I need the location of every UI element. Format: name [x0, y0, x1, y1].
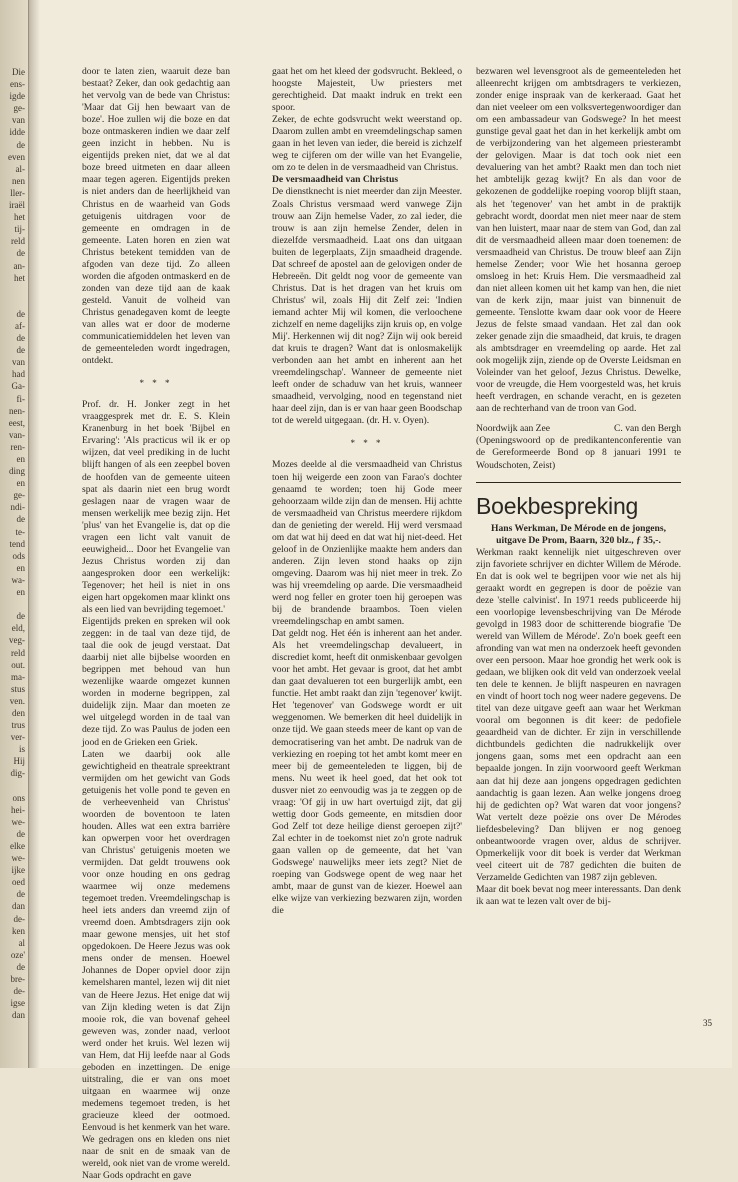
previous-page-fragment: elke [10, 841, 25, 851]
previous-page-fragment: nen [12, 175, 25, 186]
previous-page-fragment: de [16, 961, 25, 972]
previous-page-fragment: ven. [9, 695, 25, 706]
page-number: 35 [703, 1018, 712, 1028]
signoff-author: C. van den Bergh [614, 423, 681, 435]
previous-page-fragment: de [16, 514, 25, 525]
previous-page-fragment: al- [15, 163, 25, 174]
column-2-paragraph: Zeker, de echte godsvrucht wekt weerstand op. Daarom zullen ambt en vreemdelingschap samen gaan in het leven van ieder, die bereid is zichzelf weg te cijferen om der wille van het Evangelie, om zo te delen in de versmaadheid van Christus. [272, 114, 462, 174]
column-2-paragraph: gaat het om het kleed der godsvrucht. Bekleed, o hoogste Majesteit, Uw priesters met gerechtigheid. Dat maakt indruk en trekt een spoor. [272, 66, 462, 114]
column-2-paragraph: Mozes deelde al die versmaadheid van Christus toen hij weigerde een zoon van Farao's dochter genaamd te worden; toen hij Gode meer gehoorzaam wilde zijn dan de mensen. Hij achtte de versmaadheid van Christus meerdere rijkdom dan de genieting der wereld. Hij werd versmaad om dat wat hij deed en dat wat hij niet-deed. Het geloof in de Onzienlijke maakte hem anders dan anderen. Zijn leven stond haaks op zijn omgeving. Daarom was hij niet meer in trek. Zo was hij vreemdeling op aarde. Die versmaadheid werd nog feller en groter toen hij geroepen was bij de brandende braambos. Toen vielen vreemdelingschap en ambt samen. [272, 459, 462, 628]
previous-page-fragment: den [12, 707, 25, 718]
book-info: Hans Werkman, De Mérode en de jongens, uitgave De Prom, Baarn, 320 blz., ƒ 35,-. [491, 522, 666, 546]
previous-page-fragment: de- [13, 913, 25, 924]
previous-page-fragment: en [16, 454, 25, 464]
previous-page-fragment: de [16, 139, 25, 150]
review-paragraph: Werkman raakt kennelijk niet uitgeschreven over zijn favoriete schrijver en dichter Willem de Mérode. En dat is ook wel te begrijpen voor wie net als hij geraakt wordt en gegrepen is door de poëzie van deze 'stelle calvinist'. In 1971 reeds publiceerde hij een voorlopige levensbeschrijving van De Mérode gevolgd in 1983 door de schitterende biografie 'De wereld van Willem de Mérode'. Zo'n boek geeft een afronding van wat men na onderzoek heeft gevonden over een persoon. Maar hoe grondig het werk ook is gedaan, we blijken ook dit veld van onderzoek veelal ten dele te kennen. Je blijft naspeuren en navragen en vindt of hoort toch nog weer nadere gegevens. De titel van deze uitgave geeft aan waar het Werkman vooral om begonnen is dit keer: de pedofiele geaardheid van de dichter. Er zijn in verschillende dichtbundels gedichten die nadrukkelijk over jongens gaan, soms met een opdracht aan een bepaalde jongen. In zijn voorwoord geeft Werkman aan dat hij deze aan jongens opgedragen gedichten aandachtig is gaan lezen. Aan welke jongens droeg hij de gedichten op? Wat waren dat voor jongens? Wat vertelt deze poëzie ons over De Mérodes liefdesbeleving? Dan blijven er nog genoeg onbeantwoorde vragen over, aldus de schrijver. Opmerkelijk voor dit boek is verder dat Werkman veel citeert uit de 787 gedichten die buiten de Verzamelde Gedichten van 1987 zijn gebleven. [476, 546, 681, 883]
previous-page-fragment: an- [13, 260, 25, 271]
previous-page-fragment: nen- [9, 405, 25, 416]
previous-page-fragment: de- [13, 986, 25, 997]
section-divider-stars: * * * [350, 438, 384, 449]
previous-page-fragment: van [12, 357, 25, 368]
column-2-paragraph: De dienstknecht is niet meerder dan zijn Meester. Zoals Christus versmaad werd vanwege Zijn trouw aan Zijn hemelse Vader, zo zal ieder, die trouw is aan zijn hemelse Zender, delen in diezelfde versmaadheid. Laat ons dan uitgaan buiten de legerplaats, Zijn smaadheid dragende. Dat schreef de apostel aan de gelovigen onder de Hebreeën. Dit geldt nog voor de gemeente van Christus. Dat is het dragen van het kruis om Christus' wil, zoals Hij dit Zelf zei: 'Indien iemand achter Mij wil komen, die verloochene zichzelf en neme dagelijks zijn kruis op, en volge Mij'. Herkennen wij dit nog? Zijn wij ook bereid dat kruis te dragen? Want dat is onlosmakelijk verbonden aan het ambt en inherent aan het vreemdelingschap'. Wanneer de gemeente niet leeft onder de schaduw van het kruis, wanneer smaadheid, vervolging, nood en tegenstand niet haar deel zijn, dan is er van haar geen Boodschap tot de wereld uitgegaan. (dr. H. v. Oyen). [272, 186, 462, 427]
previous-page-fragment: we- [11, 816, 25, 827]
previous-page-fragment: de [16, 308, 25, 319]
previous-page-fragment: van- [9, 429, 25, 440]
section-heading: De versmaadheid van Christus [272, 174, 399, 186]
column-2 [272, 66, 462, 917]
previous-page-fragment: ma- [11, 671, 25, 682]
previous-page-fragment: hei- [11, 804, 25, 815]
previous-page-fragment: ons [12, 792, 25, 803]
signoff-place: Noordwijk aan Zee [476, 423, 551, 435]
previous-page-fragment: de [16, 889, 25, 900]
previous-page-fragment: eest, [8, 417, 25, 428]
previous-page-fragment: de [16, 248, 25, 259]
section-divider-stars: * * * [139, 378, 173, 389]
previous-page-fragment: ijke [11, 865, 25, 876]
previous-page-fragment: al [18, 937, 25, 948]
previous-page-fragment: out. [11, 659, 25, 670]
source-note: (Openingswoord op de predikantenconferentie van de Gereformeerde Bond op 8 januari 1991 te Woudschoten, Zeist) [476, 435, 681, 471]
previous-page-fragment: dan [12, 1010, 25, 1021]
previous-page-fragment: tij- [14, 224, 25, 235]
previous-page-fragment: oed [12, 877, 25, 888]
column-1 [82, 66, 230, 1182]
previous-page-fragment: ge- [13, 103, 25, 114]
previous-page-fragment: ken [12, 925, 25, 936]
previous-page-fragment: fi- [16, 393, 25, 404]
previous-page-fragment: trus [11, 720, 25, 731]
previous-page-text-fragments [0, 0, 28, 1021]
previous-page-fragment: en [16, 478, 25, 489]
previous-page-fragment: ller- [10, 187, 25, 198]
author-signoff [476, 423, 681, 435]
previous-page-fragment: het [14, 272, 25, 283]
previous-page-fragment: ens- [10, 79, 25, 90]
previous-page-fragment: de [16, 828, 25, 839]
previous-page-fragment: is [18, 744, 25, 755]
previous-page-fragment: ods [12, 550, 25, 561]
previous-page-fragment: de [16, 611, 25, 622]
previous-page-fragment: ren- [10, 441, 25, 452]
previous-page-fragment [0, 296, 28, 308]
review-paragraph: Maar dit boek bevat nog meer interessants. Dan denk ik aan wat te lezen valt over de bij- [476, 883, 681, 907]
previous-page-fragment [0, 780, 28, 792]
previous-page-fragment: Hij [13, 756, 25, 767]
previous-page-fragment: van [12, 115, 25, 126]
previous-page-fragment: igde [9, 91, 25, 102]
previous-page-fragment: even [8, 151, 25, 162]
section-rule [476, 482, 681, 483]
previous-page-fragment: reld [11, 236, 25, 247]
previous-page-fragment: igse [10, 998, 25, 1009]
previous-page-fragment [0, 598, 28, 610]
previous-page-fragment: eld, [11, 623, 25, 634]
previous-page-fragment: ver- [10, 732, 25, 743]
previous-page-fragment: ge- [13, 490, 25, 501]
book-review-heading: Boekbespreking [476, 492, 639, 519]
previous-page-fragment: Ga- [11, 381, 25, 392]
previous-page-fragment: dan [12, 901, 25, 912]
previous-page-fragment: het [14, 212, 25, 223]
previous-page-fragment: we- [11, 853, 25, 864]
previous-page-fragment: had [12, 369, 25, 380]
previous-page-fragment: idde [9, 127, 25, 138]
column-3 [476, 66, 681, 908]
column-2-paragraph: Dat geldt nog. Het één is inherent aan het ander. Als het vreemdelingschap devalueert, in discrediet komt, heeft dit onmiskenbaar gevolgen voor het ambt. Het gevaar is groot, dat het ambt dan gaat devalueren tot een burgerlijk ambt, een functie. Het ambt raakt dan zijn 'tegenover' kwijt. Het 'tegenover' van Godswege wordt er uit weggenomen. We bemerken dit heel duidelijk in onze tijd. We gaan steeds meer de kant op van de democratisering van het ambt. De nadruk van de verkiezing en roeping tot het ambt komt meer en meer bij de gemeenteleden te liggen, bij de mens. Nu weet ik heel goed, dat het ook tot dusver niet zo eenvoudig was ja te zeggen op de vraag: 'Of gij in uw hart overtuigd zijt, dat gij wettig door Gods gemeente, en mitsdien door God Zelf tot deze heilige dienst geroepen zijt?' Zal echter in de toekomst niet zo'n grote nadruk gaan vallen op de gemeente, dat het 'van Godswege' nauwelijks meer iets zegt? Niet de roeping van Godswege opent de weg naar het ambt, maar de gunst van de kiezer. Hoewel aan elke wijze van verkiezing bezwaren zijn, worden die [272, 628, 462, 917]
previous-page-fragment: en [16, 562, 25, 573]
previous-page-fragment: af- [15, 320, 25, 331]
column-1-paragraph: Eigentijds preken en spreken wil ook zeggen: in de taal van deze tijd, de taal die ook de jeugd verstaat. Dat daarbij niet alle bijbelse woorden en begrippen met behoud van hun wezenlijke waarde omgezet kunnen worden in moderne begrippen, zal duidelijk zijn. Maar dan moeten ze wel uitgelegd worden in de taal van deze tijd. Zo was Paulus de joden een jood en de Grieken een Griek. [82, 616, 230, 748]
column-1-paragraph: door te laten zien, waaruit deze ban bestaat? Zeker, dan ook gedachtig aan het vervolg van de bede van Christus: 'Maar dat Gij hen bewaart van de boze'. Hoe zullen wij die boze en dat boze ontmaskeren indien we daar zelf geen inzicht in hebben. Nu is eigentijds preken niet, dat we al dat boze breed uitmeten en daar alleen maar tegen ageren. Eigentijds preken is niet anders dan de heerlijkheid van Christus en de waarheid van Gods getuigenis uitdragen voor de gemeente en omdragen in de gemeente. Laten horen en zien wat Christus betekent temidden van de afgoden van deze tijd. Zo alleen worden die afgoden ontmaskerd en de zonden van deze tijd aan de kaak gesteld. Vanuit de volheid van Christus genadegaven komt de leegte van alles wat er door de moderne communicatiemiddelen het leven van de gemeenteleden wordt ingedragen, ontdekt. [82, 66, 230, 367]
column-1-paragraph: Laten we daarbij ook alle gewichtigheid en theatrale spreektrant vermijden om het gewicht van Gods getuigenis het volle pond te geven en de verheevenheid van Christus' woorden de boventoon te laten houden. Alles wat een extra barrière kan opwerpen voor het overdragen van Christus' getuigenis moeten we vermijden. Dat geldt trouwens ook voor onze houding en ons gedrag waarmee wij onze medemens tegemoet treden. Vreemdelingschap is heel iets anders dan vreemd zijn of vreemd doen. Ambtsdragers zijn ook maar gewone mensjes, uit het stof opgedokoen. De Heere Jezus was ook mens onder de mensen. Hoewel Johannes de Doper opviel door zijn kemelsharen mantel, lezen wij dit niet van de Heere Jezus. Het enige dat wij van Zijn kleding weten is dat Zijn mooie rok, die van bovenaf geheel geweven was, zonder naad, verloot werd onder het kruis. Wel lezen wij van Hem, dat Hij leefde naar al Gods geboden en inzettingen. De enige uitstraling, die er van ons moet uitgaan en waarmee wij onze medemens tegemoet treden, is het gracieuze kleed der ootmoed. Eenvoud is het kenmerk van het ware. We gedragen ons en kleden ons niet naar de snit en de smaak van de wereld, ook niet van de vrome wereld. Naar Gods opdracht en gave [82, 748, 230, 1182]
previous-page-fragment: iraël [9, 200, 25, 211]
page-fold-shadow [28, 0, 40, 1068]
previous-page-fragment: bre- [10, 974, 25, 985]
previous-page-fragment: stus [10, 683, 25, 694]
previous-page-fragment: tend [9, 538, 25, 549]
previous-page-fragment: Die [12, 67, 25, 77]
previous-page-edge [0, 0, 29, 1068]
previous-page-fragment [0, 284, 28, 296]
previous-page-fragment: reld [11, 647, 25, 658]
column-1-paragraph: Prof. dr. H. Jonker zegt in het vraaggesprek met dr. E. S. Klein Kranenburg in het boek 'Bijbel en Ervaring': 'Als practicus wil ik er op wijzen, dat veel prediking in de lucht blijft hangen of als een zeepbel boven de hoofden van de gemeente uiteen spat als daarin niet een brug wordt geslagen naar de vragen waar de mensen werkelijk mee bezig zijn. Het 'plus' van het Evangelie is, dat op die vragen een licht valt vanuit de eeuwigheid... Door het Evangelie van Jezus Christus worden zij dan aangesproken door een werkelijk: Tegenover; het heil is niet in ons eigen hart opgekomen maar klinkt ons als een lied van bevrijding tegemoet.' [82, 399, 230, 616]
previous-page-fragment: wa- [11, 574, 25, 585]
previous-page-fragment: dig- [10, 768, 25, 779]
previous-page-fragment: te- [15, 526, 25, 537]
previous-page-fragment: oze' [10, 949, 25, 960]
previous-page-fragment: de [16, 333, 25, 344]
previous-page-fragment: en [16, 587, 25, 598]
previous-page-fragment: veg- [9, 635, 25, 646]
previous-page-fragment: de [16, 345, 25, 356]
column-3-paragraph: bezwaren wel levensgroot als de gemeenteleden het alleenrecht krijgen om ambtsdragers te verkiezen, zonder enige inspraak van de kerkeraad. Gaat het dan niet veeleer om een volksvertegenwoordiger dan om een ambassadeur van Godswege? In het meest gunstige geval gaat het dan in het kerkelijk ambt om de verbijzondering van het algemeen priesterambt der gelovigen. Maar is dat toch ook niet een devaluering van het ambt? Raakt men dan toch niet het ambtelijk gezag kwijt? En als dan voor de gekozenen de goddelijke roeping voorop blijft staan, als het 'tegenover' van het ambt in de praktijk gebracht wordt, doordat men niet meer naar de stem van hen luistert, maar naar de stem van God, dan zal dit de versmaadheid alleen maar doen toenemen: de versmaadheid van Christus. De trouw bleef aan Zijn hemelse Zender; voor Wie het hosanna geroep omsloeg in het: Kruis Hem. Die versmaadheid zal dan niet alleen komen uit het kamp van hen, die niet van de kerk zijn, maar juist van binnenuit de gemeente. Tenslotte kwam daar ook voor de Heere Jezus de felste smaad vandaan. Het zal dan ook zeker genade zijn die smaadheid, dat kruis, te dragen als ambtsdrager en vreemdeling op aarde. Het zal ook mogelijk zijn, ziende op de Overste Leidsman en Voleinder van het geloof, Jezus Christus. Dewelke, voor de vreugde, die Hem voorgesteld was, het kruis heeft verdragen, en schande veracht, en is gezeten aan de rechterhand van de troon van God. [476, 66, 681, 415]
previous-page-fragment: ding [8, 466, 25, 477]
previous-page-fragment: ndi- [10, 502, 25, 513]
